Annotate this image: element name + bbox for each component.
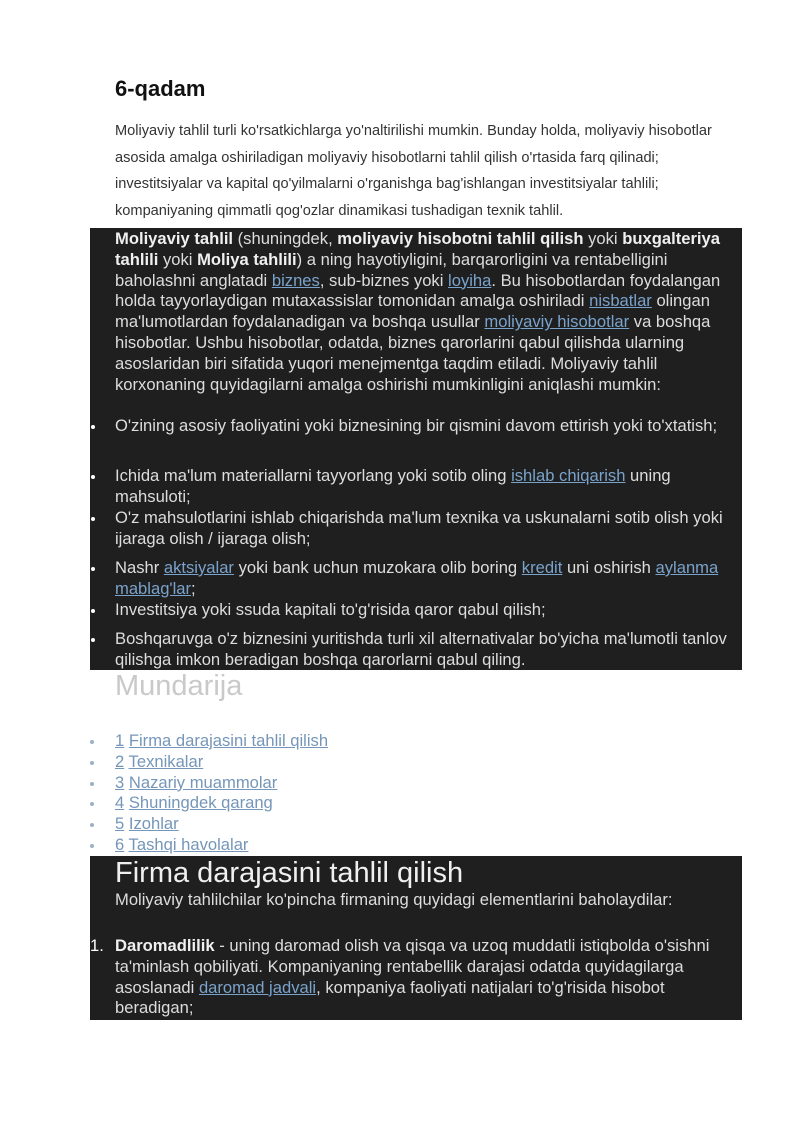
bullet-icon: [91, 517, 95, 521]
bullet-icon: [91, 567, 95, 571]
link-kredit[interactable]: kredit: [521, 558, 563, 577]
step-title: 6-qadam: [115, 76, 206, 101]
term-moliya-tahlili: Moliya tahlili: [197, 249, 297, 269]
bullet-icon: [90, 761, 94, 765]
toc-label: Texnikalar: [128, 751, 204, 771]
list-item: [115, 558, 742, 600]
list-item-text: uni oshirish: [562, 558, 656, 577]
list-item-text: Nashr: [115, 558, 164, 577]
toc-item: [90, 773, 328, 794]
toc-label: Firma darajasini tahlil qilish: [128, 731, 329, 750]
text-fragment: olingan ma'lumotlardan foydalanadigan va boshqa usullar: [115, 291, 710, 332]
list-item: [115, 416, 742, 437]
toc-number: 3: [115, 772, 125, 792]
text-fragment: , kompaniya faoliyati natijalari to'g'risida hisobot beradigan;: [115, 977, 665, 1018]
toc-item: [90, 752, 328, 773]
bullet-icon: [90, 844, 94, 848]
toc-number: 1: [115, 731, 125, 750]
section-subtitle: Moliyaviy tahlilchilar ko'pincha firmaning quyidagi elementlarini baholaydilar:: [115, 890, 673, 909]
intro-paragraph: Moliyaviy tahlil turli ko'rsatkichlarga yo'naltirilishi mumkin. Bunday holda, moliyaviy hisobotlar asosida amalga oshiriladigan moliyaviy hisobotlarni tahlil qilish o'rtasida farq qilinadi; investitsiyalar va kapital qo'yilmalarni o'rganishga bag'ishlangan investitsiyalar tahlili; kompaniyaning qimmatli qog'ozlar dinamikasi tushadigan texnik tahlil.: [115, 123, 712, 219]
list-item-text: yoki bank uchun muzokara olib boring: [233, 558, 522, 577]
link-aktsiyalar[interactable]: aktsiyalar: [163, 558, 234, 577]
bullet-icon: [91, 475, 95, 479]
toc-item: [90, 793, 328, 814]
section-title: Firma darajasini tahlil qilish: [115, 857, 464, 889]
bullet-icon: [91, 425, 95, 429]
list-item-text: ;: [191, 578, 196, 598]
text-fragment: . Bu hisobotlardan foydalangan holda tayyorlaydigan mutaxassislar tomonidan amalga oshiriladi: [115, 270, 721, 311]
toc-link[interactable]: [115, 773, 277, 792]
text-fragment: yoki: [583, 229, 623, 248]
term-daromadlilik: Daromadlilik: [115, 936, 215, 955]
definition-block: [90, 228, 742, 670]
toc-link[interactable]: [115, 731, 328, 750]
term-moliyaviy-hisobot: moliyaviy hisobotni tahlil qilish: [337, 229, 584, 248]
toc-label: Shuningdek qarang: [128, 793, 273, 813]
list-item: [115, 600, 742, 621]
toc-number: 4: [115, 793, 125, 813]
text-fragment: (shuningdek,: [233, 229, 338, 248]
toc-title: Mundarija: [115, 670, 243, 702]
table-of-contents: [90, 731, 328, 856]
toc-item: [90, 835, 328, 856]
list-item-text: Investitsiya yoki ssuda kapitali to'g'risida qaror qabul qilish;: [115, 600, 546, 619]
list-number: 1.: [90, 936, 104, 955]
list-item-text: uning mahsuloti;: [115, 466, 671, 506]
link-moliyaviy-hisobotlar[interactable]: moliyaviy hisobotlar: [484, 312, 630, 332]
toc-link[interactable]: [115, 752, 203, 771]
link-daromad-jadvali[interactable]: daromad jadvali: [198, 977, 317, 997]
link-aylanma-mablaglar[interactable]: aylanma mablag'lar: [115, 558, 719, 598]
toc-label: Izohlar: [128, 814, 179, 834]
list-item-text: Ichida ma'lum materiallarni tayyorlang yoki sotib oling: [115, 466, 512, 485]
list-item: [115, 508, 742, 550]
toc-number: 6: [115, 834, 125, 854]
toc-item: [90, 731, 328, 752]
link-biznes[interactable]: biznes: [271, 270, 320, 290]
bullet-icon: [90, 782, 94, 786]
list-item: [115, 466, 742, 508]
text-fragment: - uning daromad olish va qisqa va uzoq muddatli istiqbolda o'sishni ta'minlash qobiliyati. Kompaniyaning rentabellik darajasi odatda quyidagilarga asoslanadi: [115, 936, 710, 997]
toc-link[interactable]: [115, 835, 248, 854]
list-item-text: O'z mahsulotlarini ishlab chiqarishda ma'lum texnika va uskunalarni sotib olish yoki ijaraga olish / ijaraga olish;: [115, 508, 723, 548]
link-loyiha[interactable]: loyiha: [448, 270, 492, 290]
toc-label: Tashqi havolalar: [128, 834, 249, 854]
toc-item: [90, 814, 328, 835]
link-ishlab-chiqarish[interactable]: ishlab chiqarish: [511, 466, 626, 485]
toc-link[interactable]: [115, 793, 273, 812]
toc-link[interactable]: [115, 814, 179, 833]
list-item-text: O'zining asosiy faoliyatini yoki biznesining bir qismini davom ettirish yoki to'xtatish;: [115, 416, 718, 435]
firm-analysis-section: [90, 856, 742, 1020]
toc-number: 2: [115, 751, 125, 771]
decision-list: [90, 228, 742, 670]
text-fragment: yoki: [158, 249, 198, 269]
bullet-icon: [91, 609, 95, 613]
bullet-icon: [90, 823, 94, 827]
term-moliyaviy-tahlil: Moliyaviy tahlil: [115, 229, 234, 248]
link-nisbatlar[interactable]: nisbatlar: [589, 291, 652, 311]
text-fragment: ) a ning hayotiyligini, barqarorligini va rentabelligini baholashni anglatadi: [115, 249, 668, 290]
list-item-text: Boshqaruvga o'z biznesini yuritishda turli xil alternativalar bo'yicha ma'lumotli tanlov qilishga imkon beradigan boshqa qarorlarni qabul qiling.: [115, 629, 727, 669]
bullet-icon: [91, 638, 95, 642]
text-fragment: , sub-biznes yoki: [319, 270, 449, 290]
bullet-icon: [90, 802, 94, 806]
toc-number: 5: [115, 814, 125, 834]
list-item: [115, 629, 742, 671]
toc-label: Nazariy muammolar: [128, 772, 278, 792]
text-fragment: va boshqa hisobotlar. Ushbu hisobotlar, odatda, biznes qarorlarini qabul qilishda ularning asoslaridan biri sifatida yuqori menejmentga taqdim etiladi. Moliyaviy tahlil korxonaning quyidagilarni amalga oshirishi mumkinligini aniqlashi mumkin:: [115, 312, 711, 394]
profitability-item: [115, 936, 735, 1019]
term-buxgalteriya: buxgalteriya tahlili: [115, 229, 720, 269]
bullet-icon: [90, 740, 94, 744]
